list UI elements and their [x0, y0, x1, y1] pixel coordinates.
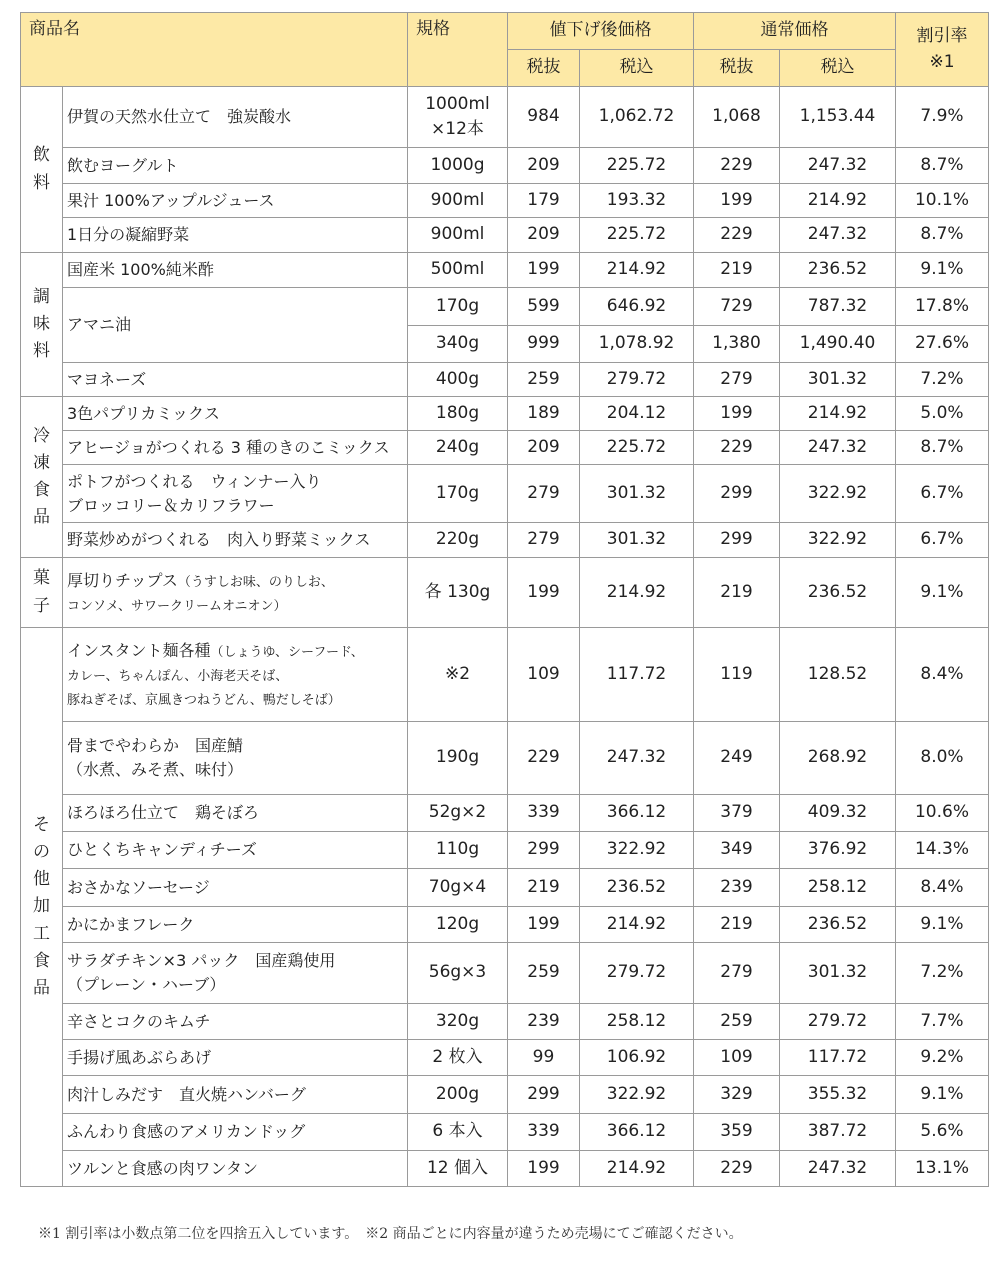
sale-price-tax-excluded: 189	[508, 397, 580, 431]
table-row	[21, 288, 989, 326]
regular-price-tax-included: 322.92	[780, 465, 896, 523]
sale-price-tax-excluded: 999	[508, 326, 580, 363]
sale-price-tax-excluded: 239	[508, 1004, 580, 1040]
product-name-cell	[63, 87, 408, 148]
regular-price-tax-included: 214.92	[780, 397, 896, 431]
product-name: 果汁 100%アップルジュース	[67, 190, 275, 210]
header-product-name: 商品名	[21, 13, 408, 87]
regular-price-tax-excluded: 1,380	[694, 326, 780, 363]
category-label: 調 味 料	[33, 286, 50, 362]
table-row	[21, 558, 989, 628]
sale-price-tax-included: 117.72	[580, 628, 694, 722]
regular-price-tax-excluded: 279	[694, 363, 780, 397]
discount-rate-cell: 27.6%	[896, 326, 989, 363]
header-regular-tax-included: 税込	[780, 50, 896, 87]
price-table	[20, 12, 989, 1187]
product-name-cell	[63, 943, 408, 1004]
regular-price-tax-excluded: 219	[694, 253, 780, 288]
discount-rate-cell: 8.7%	[896, 431, 989, 465]
regular-price-tax-included: 236.52	[780, 558, 896, 628]
product-name: ポトフがつくれる ウィンナー入り ブロッコリー＆カリフラワー	[67, 471, 322, 515]
discount-rate-cell: 7.9%	[896, 87, 989, 148]
discount-rate-cell: 6.7%	[896, 523, 989, 558]
product-name-cell	[63, 363, 408, 397]
regular-price-tax-included: 247.32	[780, 148, 896, 184]
product-name: 手揚げ風あぶらあげ	[67, 1047, 212, 1067]
regular-price-tax-included: 236.52	[780, 253, 896, 288]
discount-rate-cell: 10.1%	[896, 184, 989, 218]
header-sale-tax-excluded: 税抜	[508, 50, 580, 87]
regular-price-tax-excluded: 349	[694, 832, 780, 869]
regular-price-tax-excluded: 219	[694, 558, 780, 628]
product-name-cell	[63, 288, 408, 363]
sale-price-tax-included: 236.52	[580, 869, 694, 907]
discount-rate-cell: 8.4%	[896, 869, 989, 907]
regular-price-tax-excluded: 259	[694, 1004, 780, 1040]
sale-price-tax-included: 106.92	[580, 1040, 694, 1076]
discount-rate-cell: 8.7%	[896, 218, 989, 253]
header-regular-price: 通常価格	[694, 13, 896, 50]
product-name-cell	[63, 832, 408, 869]
discount-rate-cell: 14.3%	[896, 832, 989, 869]
product-name: かにかまフレーク	[67, 914, 195, 934]
regular-price-tax-excluded: 229	[694, 218, 780, 253]
product-name-cell	[63, 523, 408, 558]
product-name-cell	[63, 1114, 408, 1151]
category-label: 飲 料	[33, 145, 50, 193]
table-row	[21, 397, 989, 431]
sale-price-tax-included: 366.12	[580, 795, 694, 832]
product-name: 1日分の凝縮野菜	[67, 225, 190, 244]
sale-price-tax-excluded: 199	[508, 558, 580, 628]
regular-price-tax-included: 268.92	[780, 722, 896, 795]
sale-price-tax-excluded: 599	[508, 288, 580, 326]
product-name-cell	[63, 722, 408, 795]
regular-price-tax-included: 376.92	[780, 832, 896, 869]
product-name: 伊賀の天然水仕立て 強炭酸水	[67, 107, 292, 126]
header-discount-rate	[896, 13, 989, 87]
category-label: そ の 他 加 工 食 品	[33, 814, 50, 998]
sale-price-tax-excluded: 209	[508, 218, 580, 253]
sale-price-tax-included: 279.72	[580, 943, 694, 1004]
product-name: ふんわり食感のアメリカンドッグ	[67, 1122, 306, 1141]
regular-price-tax-included: 117.72	[780, 1040, 896, 1076]
sale-price-tax-excluded: 209	[508, 431, 580, 465]
spec: 500ml	[408, 253, 508, 288]
product-name-cell	[63, 1151, 408, 1187]
header-sale-price: 値下げ後価格	[508, 13, 694, 50]
regular-price-tax-included: 247.32	[780, 1151, 896, 1187]
regular-price-tax-included: 128.52	[780, 628, 896, 722]
discount-rate-cell: 5.6%	[896, 1114, 989, 1151]
sale-price-tax-excluded: 99	[508, 1040, 580, 1076]
spec: ※2	[408, 628, 508, 722]
regular-price-tax-included: 387.72	[780, 1114, 896, 1151]
sale-price-tax-included: 214.92	[580, 907, 694, 943]
spec: 220g	[408, 523, 508, 558]
regular-price-tax-excluded: 199	[694, 184, 780, 218]
discount-rate-cell: 7.2%	[896, 363, 989, 397]
discount-rate-cell: 9.2%	[896, 1040, 989, 1076]
table-row	[21, 184, 989, 218]
product-name: マヨネーズ	[67, 369, 147, 389]
spec: 52g×2	[408, 795, 508, 832]
spec: 56g×3	[408, 943, 508, 1004]
spec: 400g	[408, 363, 508, 397]
sale-price-tax-included: 279.72	[580, 363, 694, 397]
sale-price-tax-excluded: 339	[508, 1114, 580, 1151]
regular-price-tax-excluded: 249	[694, 722, 780, 795]
regular-price-tax-included: 258.12	[780, 869, 896, 907]
regular-price-tax-excluded: 329	[694, 1076, 780, 1114]
product-name-cell	[63, 184, 408, 218]
table-row	[21, 363, 989, 397]
category-cell	[21, 253, 63, 397]
sale-price-tax-excluded: 299	[508, 1076, 580, 1114]
regular-price-tax-included: 355.32	[780, 1076, 896, 1114]
sale-price-tax-excluded: 259	[508, 363, 580, 397]
regular-price-tax-included: 1,490.40	[780, 326, 896, 363]
sale-price-tax-included: 193.32	[580, 184, 694, 218]
table-row	[21, 253, 989, 288]
sale-price-tax-included: 214.92	[580, 558, 694, 628]
product-name-cell	[63, 1076, 408, 1114]
spec: 170g	[408, 465, 508, 523]
header-regular-tax-excluded: 税抜	[694, 50, 780, 87]
spec: 320g	[408, 1004, 508, 1040]
discount-rate-cell: 6.7%	[896, 465, 989, 523]
regular-price-tax-excluded: 359	[694, 1114, 780, 1151]
table-row	[21, 465, 989, 523]
category-cell	[21, 628, 63, 1187]
product-name: 肉汁しみだす 直火焼ハンバーグ	[67, 1084, 306, 1104]
spec: 900ml	[408, 184, 508, 218]
table-body	[21, 87, 989, 1187]
spec: 900ml	[408, 218, 508, 253]
table-row	[21, 628, 989, 722]
spec: 170g	[408, 288, 508, 326]
discount-rate-cell: 8.0%	[896, 722, 989, 795]
sale-price-tax-included: 225.72	[580, 431, 694, 465]
product-name: アヒージョがつくれる 3 種のきのこミックス	[67, 437, 390, 457]
regular-price-tax-excluded: 109	[694, 1040, 780, 1076]
sale-price-tax-included: 301.32	[580, 523, 694, 558]
regular-price-tax-excluded: 299	[694, 465, 780, 523]
product-name-cell	[63, 465, 408, 523]
sale-price-tax-excluded: 199	[508, 253, 580, 288]
sale-price-tax-excluded: 219	[508, 869, 580, 907]
spec: 200g	[408, 1076, 508, 1114]
product-name: 骨までやわらか 国産鯖 （水煮、みそ煮、味付）	[67, 736, 244, 779]
product-name: 3色パプリカミックス	[67, 403, 220, 423]
product-name-cell	[63, 397, 408, 431]
product-name: ほろほろ仕立て 鶏そぼろ	[67, 803, 260, 822]
product-name-cell	[63, 1004, 408, 1040]
product-name-detail: （うすしお味、のりしお、 コンソメ、サワークリームオニオン）	[67, 574, 334, 614]
sale-price-tax-excluded: 259	[508, 943, 580, 1004]
product-name-cell	[63, 869, 408, 907]
product-name: 国産米 100%純米酢	[67, 260, 214, 279]
discount-rate-cell: 9.1%	[896, 253, 989, 288]
regular-price-tax-included: 301.32	[780, 363, 896, 397]
table-row	[21, 1004, 989, 1040]
regular-price-tax-excluded: 199	[694, 397, 780, 431]
regular-price-tax-excluded: 1,068	[694, 87, 780, 148]
spec: 180g	[408, 397, 508, 431]
table-row	[21, 907, 989, 943]
sale-price-tax-excluded: 229	[508, 722, 580, 795]
table-row	[21, 869, 989, 907]
table-row	[21, 1040, 989, 1076]
product-name-detail: （しょうゆ、シーフード、 カレー、ちゃんぽん、小海老天そば、 豚ねぎそば、京風きつねうどん、鴨だしそば）	[67, 644, 364, 708]
regular-price-tax-included: 247.32	[780, 218, 896, 253]
regular-price-tax-excluded: 729	[694, 288, 780, 326]
category-label: 菓 子	[33, 568, 50, 616]
spec: 240g	[408, 431, 508, 465]
discount-rate-cell: 10.6%	[896, 795, 989, 832]
category-cell	[21, 397, 63, 558]
regular-price-tax-excluded: 299	[694, 523, 780, 558]
regular-price-tax-excluded: 229	[694, 431, 780, 465]
discount-rate-cell: 9.1%	[896, 907, 989, 943]
sale-price-tax-included: 301.32	[580, 465, 694, 523]
category-cell	[21, 558, 63, 628]
regular-price-tax-included: 787.32	[780, 288, 896, 326]
regular-price-tax-excluded: 229	[694, 148, 780, 184]
product-name-cell	[63, 628, 408, 722]
sale-price-tax-included: 247.32	[580, 722, 694, 795]
sale-price-tax-included: 322.92	[580, 832, 694, 869]
sale-price-tax-included: 225.72	[580, 218, 694, 253]
sale-price-tax-included: 214.92	[580, 253, 694, 288]
product-name: 飲むヨーグルト	[67, 155, 179, 175]
product-name: ひとくちキャンディチーズ	[67, 840, 257, 859]
product-name-cell	[63, 795, 408, 832]
category-cell	[21, 87, 63, 253]
regular-price-tax-included: 247.32	[780, 431, 896, 465]
header-discount-note: ※1	[929, 51, 955, 72]
table-row	[21, 87, 989, 148]
regular-price-tax-included: 322.92	[780, 523, 896, 558]
product-name-cell	[63, 907, 408, 943]
sale-price-tax-excluded: 109	[508, 628, 580, 722]
discount-rate-cell: 7.7%	[896, 1004, 989, 1040]
discount-rate-cell: 13.1%	[896, 1151, 989, 1187]
spec: 190g	[408, 722, 508, 795]
sale-price-tax-included: 366.12	[580, 1114, 694, 1151]
table-row	[21, 1076, 989, 1114]
spec: 各 130g	[408, 558, 508, 628]
spec: 70g×4	[408, 869, 508, 907]
table-row	[21, 832, 989, 869]
regular-price-tax-excluded: 229	[694, 1151, 780, 1187]
product-name: ツルンと食感の肉ワンタン	[67, 1158, 258, 1178]
sale-price-tax-included: 214.92	[580, 1151, 694, 1187]
table-row	[21, 795, 989, 832]
regular-price-tax-included: 409.32	[780, 795, 896, 832]
product-name: アマニ油	[67, 315, 132, 334]
spec: 120g	[408, 907, 508, 943]
category-label: 冷 凍 食 品	[33, 425, 50, 528]
regular-price-tax-included: 1,153.44	[780, 87, 896, 148]
product-name: インスタント麺各種	[67, 640, 211, 660]
regular-price-tax-excluded: 379	[694, 795, 780, 832]
sale-price-tax-excluded: 279	[508, 465, 580, 523]
sale-price-tax-excluded: 279	[508, 523, 580, 558]
regular-price-tax-included: 279.72	[780, 1004, 896, 1040]
sale-price-tax-excluded: 339	[508, 795, 580, 832]
regular-price-tax-included: 236.52	[780, 907, 896, 943]
sale-price-tax-excluded: 299	[508, 832, 580, 869]
product-name: おさかなソーセージ	[67, 877, 210, 897]
product-name-cell	[63, 218, 408, 253]
discount-rate-cell: 8.4%	[896, 628, 989, 722]
table-row	[21, 431, 989, 465]
product-name-cell	[63, 148, 408, 184]
sale-price-tax-included: 204.12	[580, 397, 694, 431]
spec: 110g	[408, 832, 508, 869]
discount-rate-cell: 8.7%	[896, 148, 989, 184]
spec: 12 個入	[408, 1151, 508, 1187]
product-name: 厚切りチップス	[67, 570, 178, 590]
header-spec: 規格	[408, 13, 508, 87]
sale-price-tax-included: 322.92	[580, 1076, 694, 1114]
regular-price-tax-excluded: 119	[694, 628, 780, 722]
sale-price-tax-excluded: 209	[508, 148, 580, 184]
sale-price-tax-included: 646.92	[580, 288, 694, 326]
table-row	[21, 1114, 989, 1151]
sale-price-tax-included: 1,062.72	[580, 87, 694, 148]
product-name: サラダチキン×3 パック 国産鶏使用 （プレーン・ハーブ）	[67, 951, 336, 994]
product-name-cell	[63, 253, 408, 288]
spec: 2 枚入	[408, 1040, 508, 1076]
regular-price-tax-included: 214.92	[780, 184, 896, 218]
discount-rate-cell: 9.1%	[896, 558, 989, 628]
product-name: 野菜炒めがつくれる 肉入り野菜ミックス	[67, 530, 371, 549]
sale-price-tax-included: 1,078.92	[580, 326, 694, 363]
discount-rate-cell: 17.8%	[896, 288, 989, 326]
product-name: 辛さとコクのキムチ	[67, 1011, 211, 1031]
table-row	[21, 722, 989, 795]
spec: 340g	[408, 326, 508, 363]
sale-price-tax-excluded: 179	[508, 184, 580, 218]
product-name-cell	[63, 558, 408, 628]
table-row	[21, 218, 989, 253]
table-row	[21, 943, 989, 1004]
discount-rate-cell: 9.1%	[896, 1076, 989, 1114]
spec: 1000g	[408, 148, 508, 184]
regular-price-tax-excluded: 279	[694, 943, 780, 1004]
table-row	[21, 1151, 989, 1187]
product-name-cell	[63, 1040, 408, 1076]
table-row	[21, 148, 989, 184]
table-row	[21, 523, 989, 558]
spec: 6 本入	[408, 1114, 508, 1151]
sale-price-tax-excluded: 984	[508, 87, 580, 148]
regular-price-tax-excluded: 219	[694, 907, 780, 943]
spec: 1000ml ×12本	[408, 87, 508, 148]
product-name-cell	[63, 431, 408, 465]
sale-price-tax-included: 258.12	[580, 1004, 694, 1040]
discount-rate-cell: 7.2%	[896, 943, 989, 1004]
sale-price-tax-excluded: 199	[508, 1151, 580, 1187]
header-sale-tax-included: 税込	[580, 50, 694, 87]
header-discount-rate-label: 割引率	[916, 26, 968, 46]
regular-price-tax-included: 301.32	[780, 943, 896, 1004]
regular-price-tax-excluded: 239	[694, 869, 780, 907]
sale-price-tax-excluded: 199	[508, 907, 580, 943]
sale-price-tax-included: 225.72	[580, 148, 694, 184]
footnote: ※1 割引率は小数点第二位を四捨五入しています。 ※2 商品ごとに内容量が違うため売場にてご確認ください。	[38, 1226, 743, 1242]
discount-rate-cell: 5.0%	[896, 397, 989, 431]
